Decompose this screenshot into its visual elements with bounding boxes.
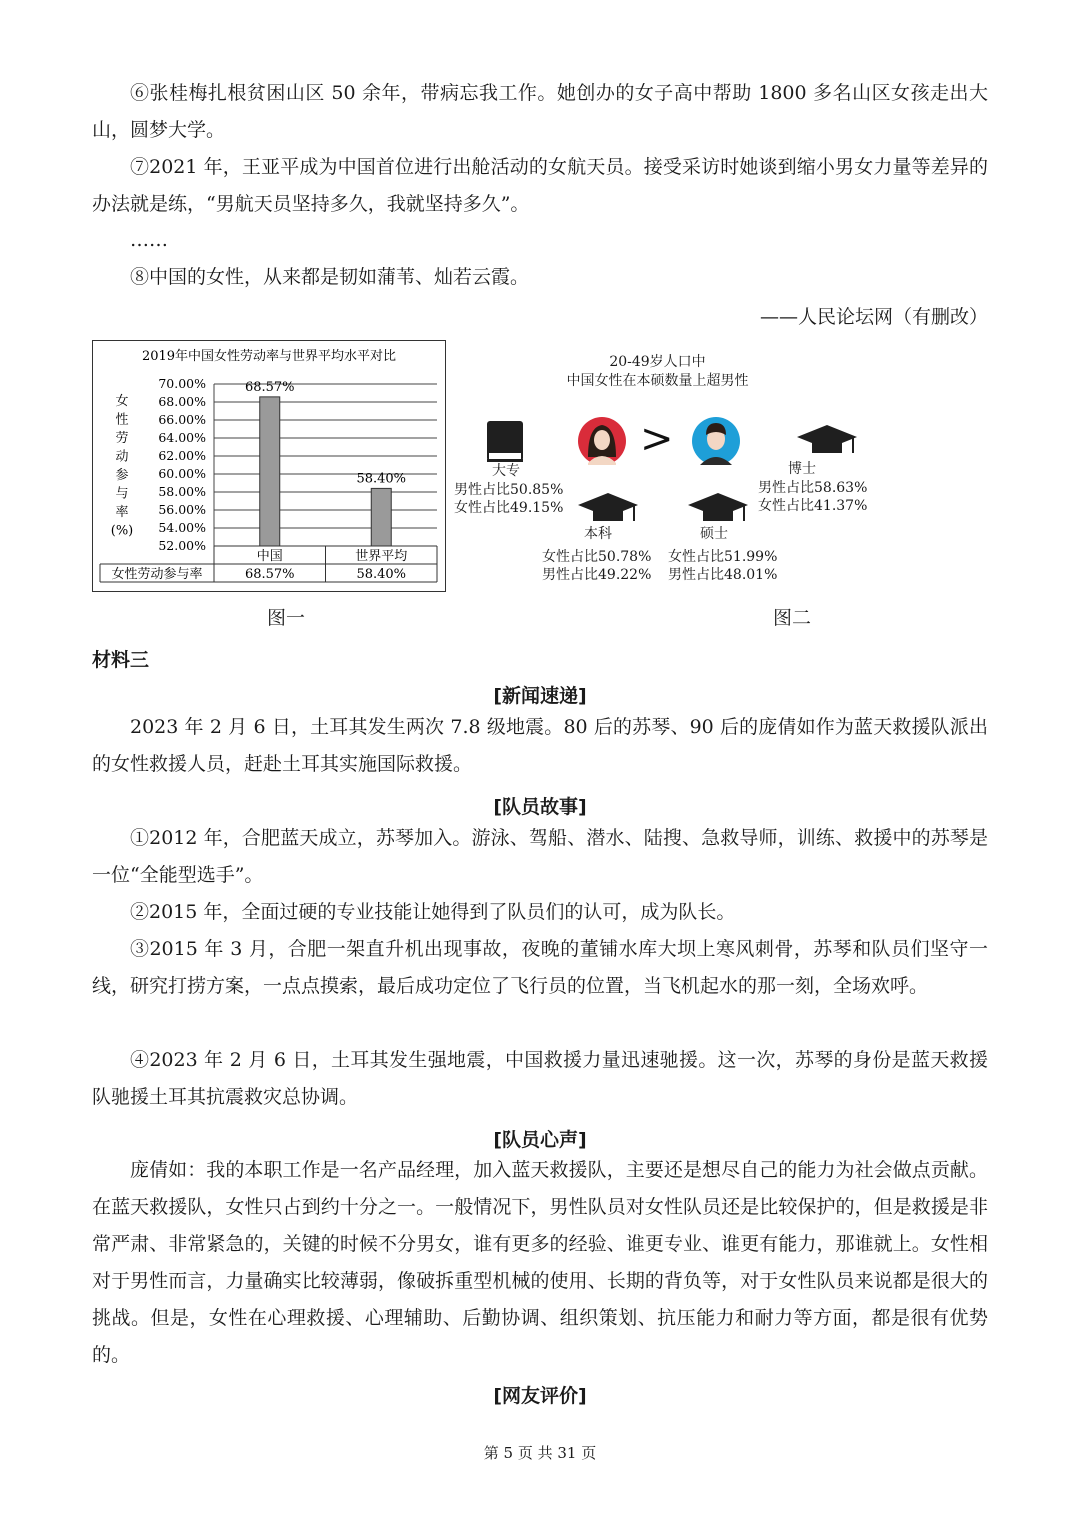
table-value: 68.57% <box>244 567 295 582</box>
y-axis-label-char: 与 <box>115 486 129 502</box>
story-1: ①2012 年，合肥蓝天成立，苏琴加入。游泳、驾船、潜水、陆搜、急救导师，训练、救援中的苏琴是一位“全能型选手”。 <box>92 827 988 886</box>
benke-label: 本科 <box>584 526 612 542</box>
story-3: ③2015 年 3 月，合肥一架直升机出现事故，夜晚的董铺水库大坝上寒风刺骨，苏琴和队员们坚守一线，研究打捞方案，一点点摸索，最后成功定位了飞行员的位置，当飞机起水的那一刻，全场欢呼。 <box>92 938 988 997</box>
fig2-title-line1: 20-49岁人口中 <box>609 354 706 370</box>
ellipsis: …… <box>130 229 168 251</box>
book-icon <box>487 421 523 462</box>
y-tick-label: 58.00% <box>158 484 206 499</box>
category-label: 中国 <box>256 549 283 564</box>
story-4: ④2023 年 2 月 6 日，土耳其发生强地震，中国救援力量迅速驰援。这一次，苏琴的身份是蓝天救援队驰援土耳其抗震救灾总协调。 <box>92 1049 988 1108</box>
news-heading: [新闻速递] <box>493 685 587 707</box>
chart-svg <box>92 340 446 592</box>
chart-title: 2019年中国女性劳动率与世界平均水平对比 <box>141 349 397 364</box>
y-tick-label: 66.00% <box>158 412 206 427</box>
item-7: ⑦2021 年，王亚平成为中国首位进行出舱活动的女航天员。接受采访时她谈到缩小男女力量等差异的办法就是练，“男航天员坚持多久，我就坚持多久”。 <box>92 156 988 215</box>
y-tick-label: 62.00% <box>158 448 206 463</box>
bar-value-label: 58.40% <box>356 471 407 487</box>
y-tick-label: 54.00% <box>158 520 206 535</box>
y-axis-label-char: (%) <box>110 523 134 539</box>
y-axis-label-char: 劳 <box>115 431 129 446</box>
figure-2-caption: 图二 <box>773 607 812 629</box>
table-value: 58.40% <box>356 567 407 582</box>
y-axis-label-char: 性 <box>115 412 129 428</box>
source-line: ——人民论坛网（有删改） <box>759 306 988 328</box>
table-row-label: 女性劳动参与率 <box>111 567 203 582</box>
category-label: 世界平均 <box>355 549 408 564</box>
graduation-cap-icon-benke <box>578 493 638 521</box>
y-tick-label: 52.00% <box>158 538 206 553</box>
material-3-label: 材料三 <box>92 649 150 671</box>
page-footer: 第 5 页 共 31 页 <box>483 1444 597 1462</box>
y-tick-label: 60.00% <box>158 466 206 481</box>
shuoshi-line2: 男性占比48.01% <box>668 567 778 583</box>
boshi-line1: 男性占比58.63% <box>758 480 868 496</box>
greater-than-symbol: > <box>640 416 674 462</box>
female-avatar-icon <box>578 417 626 465</box>
y-tick-label: 56.00% <box>158 502 206 517</box>
item-6: ⑥张桂梅扎根贫困山区 50 余年，带病忘我工作。她创办的女子高中帮助 1800 多名山区女孩走出大山，圆梦大学。 <box>92 82 988 141</box>
bar-0 <box>260 397 280 546</box>
dazhuan-label: 大专 <box>492 463 520 479</box>
y-tick-label: 70.00% <box>158 376 206 391</box>
y-axis-label-char: 女 <box>115 394 129 409</box>
figure-1-caption: 图一 <box>267 607 306 629</box>
item-8: ⑧中国的女性，从来都是韧如蒲苇、灿若云霞。 <box>130 266 530 288</box>
y-tick-label: 64.00% <box>158 430 206 445</box>
boshi-label: 博士 <box>788 461 816 477</box>
boshi-line2: 女性占比41.37% <box>758 498 868 514</box>
graduation-cap-icon-boshi <box>797 425 857 453</box>
figure-1-chart <box>92 340 446 592</box>
benke-line1: 女性占比50.78% <box>542 549 652 565</box>
shuoshi-line1: 女性占比51.99% <box>668 549 778 565</box>
y-tick-label: 68.00% <box>158 394 206 409</box>
shuoshi-label: 硕士 <box>700 526 728 542</box>
story-heading: [队员故事] <box>493 796 587 818</box>
y-axis-label-char: 参 <box>115 468 129 483</box>
male-avatar-icon <box>692 417 740 465</box>
fig2-title-line2: 中国女性在本硕数量上超男性 <box>566 373 749 389</box>
y-axis-label-char: 动 <box>115 449 129 465</box>
voice-heading: [队员心声] <box>493 1129 587 1151</box>
y-axis-label-char: 率 <box>115 505 129 520</box>
comment-heading: [网友评价] <box>493 1385 587 1407</box>
news-text: 2023 年 2 月 6 日，土耳其发生两次 7.8 级地震。80 后的苏琴、90 后的庞倩如作为蓝天救援队派出的女性救援人员，赶赴土耳其实施国际救援。 <box>92 716 988 775</box>
graduation-cap-icon-shuoshi <box>688 493 748 521</box>
voice-text: 庞倩如：我的本职工作是一名产品经理，加入蓝天救援队，主要还是想尽自己的能力为社会做点贡献。在蓝天救援队，女性只占到约十分之一。一般情况下，男性队员对女性队员还是比较保护的，但是救援是非常严肃、非常紧急的，关键的时候不分男女，谁有更多的经验、谁更专业、谁更有能力，那谁就上。女性相对于男性而言，力量确实比较薄弱，像破拆重型机械的使用、长期的背负等，对于女性队员来说都是很大的挑战。但是，女性在心理救援、心理辅助、后勤协调、组织策划、抗压能力和耐力等方面，都是很有优势的。 <box>92 1159 988 1366</box>
benke-line2: 男性占比49.22% <box>542 567 652 583</box>
dazhuan-line1: 男性占比50.85% <box>454 482 564 498</box>
bar-1 <box>371 488 391 546</box>
story-2: ②2015 年，全面过硬的专业技能让她得到了队员们的认可，成为队长。 <box>130 901 736 923</box>
dazhuan-line2: 女性占比49.15% <box>454 500 564 516</box>
bar-value-label: 68.57% <box>244 379 295 395</box>
figure-2-infographic <box>450 345 890 595</box>
